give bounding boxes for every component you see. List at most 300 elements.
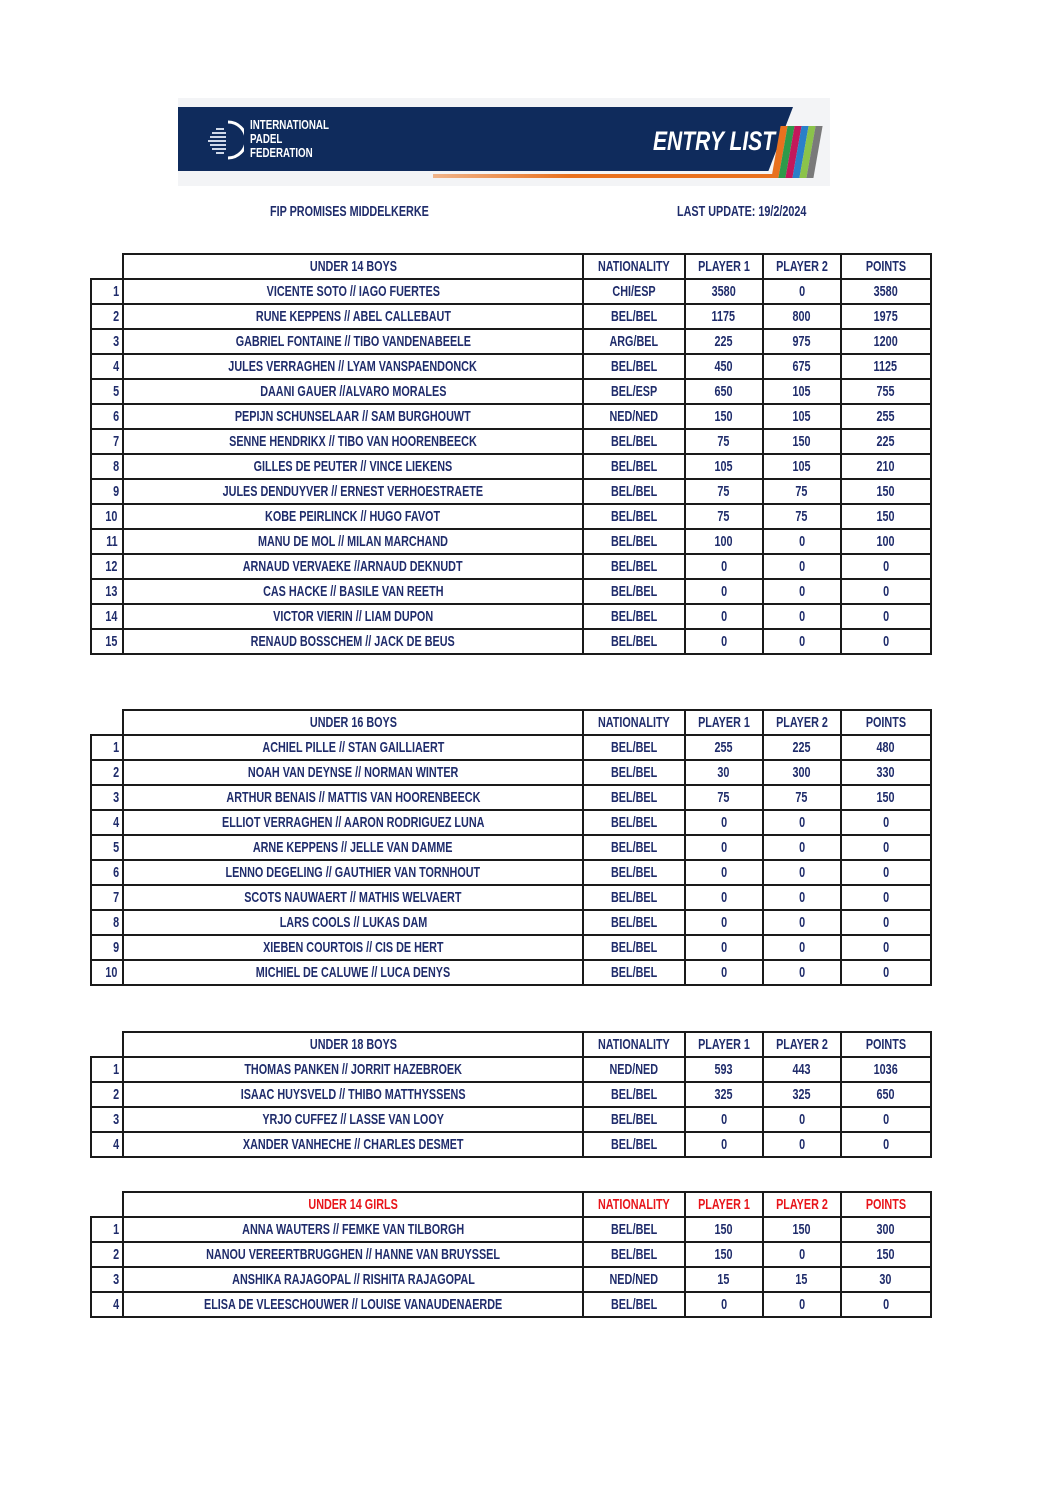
team-names: ARNAUD VERVAEKE //ARNAUD DEKNUDT [243,558,463,575]
total-points: 650 [876,1086,895,1103]
player1-points-cell [685,1082,763,1107]
player2-points-cell [763,304,841,329]
player1-points-cell [685,304,763,329]
nationality: BEL/BEL [610,508,657,525]
player2-points-cell [763,404,841,429]
player1-points: 0 [720,633,727,650]
total-points-cell [841,1132,931,1157]
nationality-cell [583,910,685,935]
seed-cell [91,429,123,454]
seed: 1 [112,739,119,756]
seed-cell [91,1292,123,1317]
player1-points: 0 [720,583,727,600]
total-points-cell [841,1267,931,1292]
team-names: PEPIJN SCHUNSELAAR // SAM BURGHOUWT [235,408,471,425]
nationality: BEL/BEL [610,914,657,931]
player2-points: 0 [798,633,805,650]
total-points-cell [841,429,931,454]
total-points-cell [841,604,931,629]
nationality: BEL/BEL [610,814,657,831]
index-header [91,1192,123,1217]
total-points: 0 [882,864,889,881]
player2-points-cell [763,454,841,479]
nationality-cell [583,329,685,354]
index-header [91,254,123,279]
total-points-cell [841,910,931,935]
total-points-cell [841,579,931,604]
player1-points: 75 [717,508,730,525]
player1-points: 0 [720,839,727,856]
team-names-cell [123,604,583,629]
seed: 3 [112,1111,119,1128]
player2-points: 675 [792,358,811,375]
player2-points: 105 [792,383,811,400]
nationality: BEL/BEL [610,358,657,375]
seed-cell [91,735,123,760]
player2-points: 0 [798,608,805,625]
team-names: SCOTS NAUWAERT // MATHIS WELVAERT [244,889,462,906]
player1-points-cell [685,429,763,454]
seed: 3 [112,1271,119,1288]
seed: 1 [112,283,119,300]
seed-cell [91,885,123,910]
team-names-cell [123,1217,583,1242]
player1-points-cell [685,379,763,404]
seed: 7 [112,889,119,906]
team-names-cell [123,1082,583,1107]
player2-points-cell [763,479,841,504]
col-player-1-label: PLAYER 1 [697,258,750,275]
player1-points-cell [685,785,763,810]
seed: 9 [112,483,119,500]
seed-cell [91,579,123,604]
team-names-cell [123,735,583,760]
player2-points-cell [763,504,841,529]
player2-points-cell [763,1132,841,1157]
team-names: JULES VERRAGHEN // LYAM VANSPAENDONCK [228,358,478,375]
seed-cell [91,354,123,379]
total-points: 0 [882,1136,889,1153]
index-header [91,710,123,735]
total-points: 1200 [873,333,898,350]
nationality: BEL/BEL [610,1221,657,1238]
nationality: BEL/BEL [610,839,657,856]
seed-cell [91,960,123,985]
team-names-cell [123,279,583,304]
player1-points: 75 [717,789,730,806]
total-points-cell [841,860,931,885]
seed: 4 [112,1296,119,1313]
player1-points: 0 [720,558,727,575]
team-names-cell [123,554,583,579]
player1-points-cell [685,960,763,985]
player1-points-cell [685,604,763,629]
seed-cell [91,860,123,885]
team-names: LARS COOLS // LUKAS DAM [279,914,427,931]
team-names: ARNE KEPPENS // JELLE VAN DAMME [253,839,453,856]
category-title [123,710,583,735]
player1-points: 450 [714,358,733,375]
total-points-cell [841,629,931,654]
player2-points: 150 [792,433,811,450]
total-points: 0 [882,889,889,906]
player2-points: 75 [795,483,808,500]
player2-points: 800 [792,308,811,325]
team-names-cell [123,1132,583,1157]
team-names-cell [123,454,583,479]
team-names-cell [123,329,583,354]
logo-line: INTERNATIONAL [250,117,329,132]
category-title-label: UNDER 18 BOYS [309,1036,397,1053]
seed: 4 [112,358,119,375]
nationality-cell [583,860,685,885]
player2-points: 225 [792,739,811,756]
team-names-cell [123,1267,583,1292]
player1-points: 0 [720,914,727,931]
player2-points-cell [763,554,841,579]
total-points: 0 [882,633,889,650]
col-player-1 [685,1032,763,1057]
nationality: BEL/BEL [610,1086,657,1103]
player1-points-cell [685,1057,763,1082]
player2-points-cell [763,379,841,404]
player2-points: 0 [798,533,805,550]
team-names-cell [123,1242,583,1267]
nationality: BEL/BEL [610,1246,657,1263]
total-points-cell [841,835,931,860]
player2-points-cell [763,1242,841,1267]
player2-points: 105 [792,408,811,425]
seed-cell [91,1082,123,1107]
team-names-cell [123,429,583,454]
fip-logo-text [250,118,329,160]
nationality: BEL/BEL [610,764,657,781]
total-points-cell [841,785,931,810]
seed-cell [91,935,123,960]
player1-points-cell [685,1292,763,1317]
table-row [91,885,931,910]
player2-points: 443 [792,1061,811,1078]
team-names-cell [123,379,583,404]
total-points-cell [841,1242,931,1267]
table-row [91,1267,931,1292]
nationality: BEL/BEL [610,583,657,600]
seed: 15 [105,633,118,650]
table-row [91,404,931,429]
category-title-label: UNDER 14 GIRLS [308,1196,398,1213]
seed: 7 [112,433,119,450]
nationality: ARG/BEL [609,333,659,350]
player1-points: 255 [714,739,733,756]
player2-points: 75 [795,508,808,525]
player1-points: 0 [720,1111,727,1128]
nationality-cell [583,604,685,629]
player1-points: 0 [720,939,727,956]
seed: 5 [112,839,119,856]
total-points: 3580 [873,283,898,300]
col-nationality-label: NATIONALITY [597,1036,670,1053]
team-names-cell [123,579,583,604]
seed: 3 [112,789,119,806]
nationality: BEL/BEL [610,1136,657,1153]
total-points-cell [841,404,931,429]
player1-points-cell [685,1242,763,1267]
table-row [91,910,931,935]
total-points-cell [841,329,931,354]
player2-points-cell [763,935,841,960]
team-names: RENAUD BOSSCHEM // JACK DE BEUS [250,633,456,650]
player1-points: 1175 [711,308,736,325]
col-points-label: POINTS [865,714,906,731]
seed: 1 [112,1221,119,1238]
nationality: BEL/BEL [610,308,657,325]
team-names: MICHIEL DE CALUWE // LUCA DENYS [255,964,451,981]
team-names: ANSHIKA RAJAGOPAL // RISHITA RAJAGOPAL [231,1271,475,1288]
player1-points: 225 [714,333,733,350]
nationality-cell [583,429,685,454]
nationality-cell [583,579,685,604]
seed-cell [91,304,123,329]
player2-points: 0 [798,839,805,856]
seed: 3 [112,333,119,350]
seed-cell [91,379,123,404]
team-names: XANDER VANHECHE // CHARLES DESMET [242,1136,464,1153]
seed: 4 [112,1136,119,1153]
player2-points: 105 [792,458,811,475]
banner-title: ENTRY LIST [653,126,776,156]
seed: 11 [106,533,118,550]
player1-points-cell [685,735,763,760]
seed-cell [91,1057,123,1082]
player2-points: 0 [798,964,805,981]
player2-points: 0 [798,558,805,575]
team-names: SENNE HENDRIKX // TIBO VAN HOORENBEECK [229,433,477,450]
seed-cell [91,529,123,554]
team-names-cell [123,304,583,329]
orange-rule [433,174,773,178]
total-points-cell [841,529,931,554]
table-row [91,504,931,529]
player1-points: 30 [717,764,730,781]
category-title-label: UNDER 16 BOYS [309,714,397,731]
player1-points-cell [685,910,763,935]
team-names: ARTHUR BENAIS // MATTIS VAN HOORENBEECK [225,789,480,806]
team-names: ELISA DE VLEESCHOUWER // LOUISE VANAUDENAERDE [203,1296,503,1313]
total-points: 0 [882,939,889,956]
nationality-cell [583,935,685,960]
category-table [90,253,932,655]
player1-points-cell [685,629,763,654]
team-names-cell [123,1057,583,1082]
total-points: 0 [882,1296,889,1313]
seed-cell [91,785,123,810]
table-header-row [91,1192,931,1217]
player2-points-cell [763,604,841,629]
team-names: VICENTE SOTO // IAGO FUERTES [266,283,440,300]
team-names-cell [123,760,583,785]
player1-points: 0 [720,1296,727,1313]
table-row [91,1107,931,1132]
team-names-cell [123,810,583,835]
team-names-cell [123,885,583,910]
total-points: 0 [882,1111,889,1128]
player2-points: 15 [795,1271,808,1288]
seed: 9 [112,939,119,956]
table-header-row [91,710,931,735]
col-player-1-label: PLAYER 1 [697,714,750,731]
team-names-cell [123,910,583,935]
nationality-cell [583,810,685,835]
table-row [91,935,931,960]
total-points-cell [841,554,931,579]
total-points-cell [841,1107,931,1132]
nationality-cell [583,785,685,810]
player2-points-cell [763,329,841,354]
table-row [91,760,931,785]
nationality-cell [583,629,685,654]
table-row [91,1057,931,1082]
col-nationality [583,254,685,279]
total-points: 0 [882,839,889,856]
player2-points: 0 [798,1296,805,1313]
seed-cell [91,479,123,504]
seed-cell [91,404,123,429]
col-player-1-label: PLAYER 1 [697,1036,750,1053]
nationality-cell [583,1292,685,1317]
total-points-cell [841,810,931,835]
table-row [91,1242,931,1267]
total-points: 150 [876,483,895,500]
player2-points-cell [763,279,841,304]
table-row [91,429,931,454]
table-row [91,329,931,354]
team-names: NOAH VAN DEYNSE // NORMAN WINTER [247,764,459,781]
player2-points: 0 [798,889,805,906]
player1-points: 325 [714,1086,733,1103]
table-row [91,354,931,379]
total-points: 330 [876,764,895,781]
nationality: BEL/BEL [610,964,657,981]
seed: 2 [112,308,119,325]
total-points: 0 [882,914,889,931]
total-points: 0 [882,814,889,831]
tournament-name: FIP PROMISES MIDDELKERKE [270,203,429,220]
team-names: YRJO CUFFEZ // LASSE VAN LOOY [262,1111,444,1128]
team-names-cell [123,1292,583,1317]
team-names-cell [123,479,583,504]
col-nationality-label: NATIONALITY [597,258,670,275]
category-title [123,1032,583,1057]
team-names-cell [123,404,583,429]
total-points: 0 [882,558,889,575]
total-points-cell [841,960,931,985]
player1-points: 75 [717,433,730,450]
player2-points: 0 [798,814,805,831]
player2-points-cell [763,429,841,454]
nationality: BEL/BEL [610,889,657,906]
col-player-2-label: PLAYER 2 [775,1036,828,1053]
team-names: ANNA WAUTERS // FEMKE VAN TILBORGH [241,1221,464,1238]
table-row [91,379,931,404]
col-player-2-label: PLAYER 2 [775,258,828,275]
seed-cell [91,1242,123,1267]
player2-points-cell [763,960,841,985]
col-nationality-label: NATIONALITY [597,714,670,731]
nationality: BEL/BEL [610,533,657,550]
seed: 8 [112,914,119,931]
player1-points: 150 [714,408,733,425]
player1-points-cell [685,935,763,960]
player2-points-cell [763,1107,841,1132]
nationality: BEL/BEL [610,1296,657,1313]
table-row [91,554,931,579]
col-points-label: POINTS [865,258,906,275]
total-points: 255 [876,408,895,425]
nationality: BEL/BEL [610,633,657,650]
nationality: BEL/ESP [610,383,657,400]
nationality-cell [583,554,685,579]
player2-points: 325 [792,1086,811,1103]
player2-points: 0 [798,583,805,600]
seed: 12 [105,558,118,575]
player2-points: 0 [798,283,805,300]
player2-points: 0 [798,1111,805,1128]
col-player-1 [685,710,763,735]
team-names: ACHIEL PILLE // STAN GAILLIAERT [261,739,445,756]
last-update: LAST UPDATE: 19/2/2024 [677,203,807,220]
total-points-cell [841,454,931,479]
seed-cell [91,760,123,785]
nationality-cell [583,1242,685,1267]
nationality-cell [583,735,685,760]
player1-points: 0 [720,814,727,831]
team-names-cell [123,529,583,554]
nationality-cell [583,1217,685,1242]
seed: 4 [112,814,119,831]
team-names: VICTOR VIERIN // LIAM DUPON [272,608,434,625]
total-points-cell [841,379,931,404]
player1-points-cell [685,329,763,354]
seed-cell [91,504,123,529]
nationality-cell [583,379,685,404]
nationality-cell [583,404,685,429]
player2-points: 75 [795,789,808,806]
table-row [91,579,931,604]
player1-points-cell [685,454,763,479]
team-names-cell [123,860,583,885]
nationality: BEL/BEL [610,864,657,881]
nationality: BEL/BEL [610,558,657,575]
player1-points-cell [685,479,763,504]
player2-points: 0 [798,1136,805,1153]
player1-points-cell [685,885,763,910]
player1-points: 3580 [711,283,736,300]
team-names-cell [123,354,583,379]
seed-cell [91,910,123,935]
team-names: ISAAC HUYSVELD // THIBO MATTHYSSENS [240,1086,466,1103]
team-names: RUNE KEPPENS // ABEL CALLEBAUT [255,308,451,325]
player2-points-cell [763,1292,841,1317]
player1-points: 0 [720,1136,727,1153]
nationality: BEL/BEL [610,458,657,475]
fip-banner [178,98,830,186]
table-row [91,960,931,985]
player1-points: 105 [714,458,733,475]
total-points: 0 [882,964,889,981]
category-title [123,1192,583,1217]
seed-cell [91,454,123,479]
team-names-cell [123,960,583,985]
